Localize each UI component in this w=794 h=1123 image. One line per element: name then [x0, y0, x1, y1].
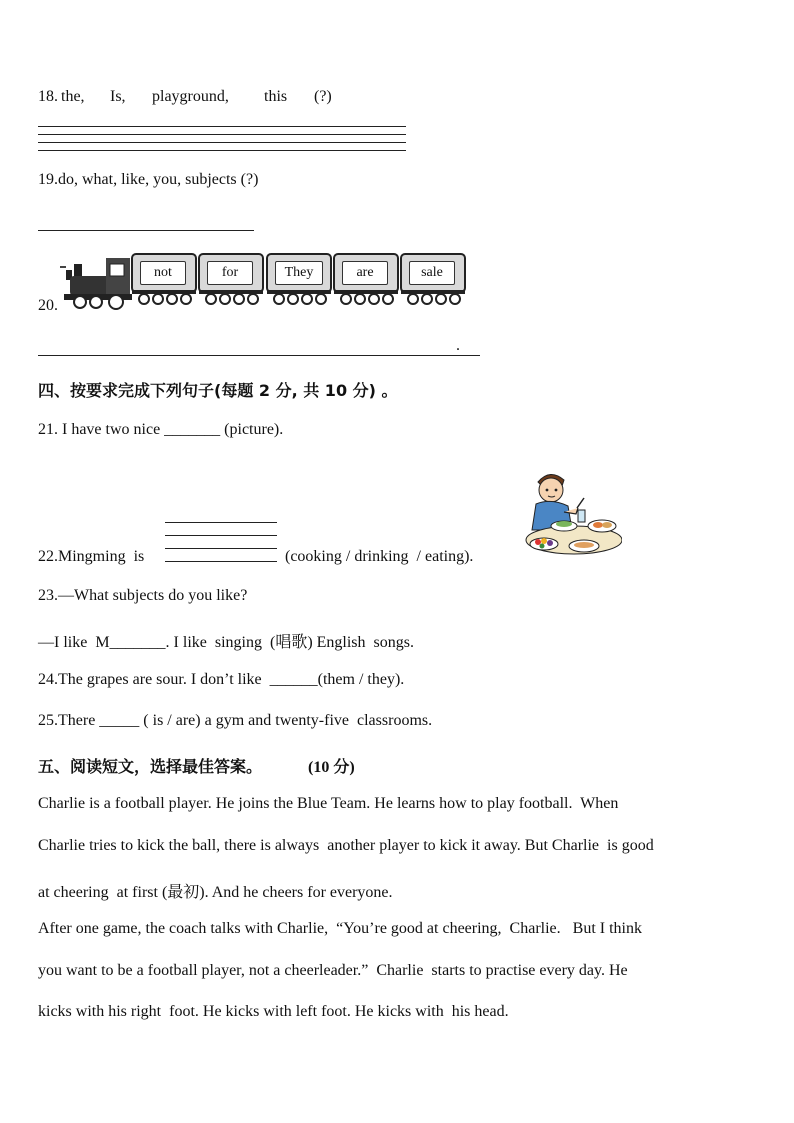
q23-question: 23.—What subjects do you like? [38, 587, 248, 604]
section-4-heading: 四、按要求完成下列句子(每题 2 分, 共 10 分) 。 [38, 381, 398, 400]
train-word-1: not [140, 261, 186, 285]
q19-answer-line[interactable] [38, 230, 254, 231]
passage-line-6: kicks with his right foot. He kicks with left foot. He kicks with his head. [38, 1003, 509, 1020]
passage-line-2: Charlie tries to kick the ball, there is always another player to kick it away. But Charlie is good [38, 837, 654, 854]
q22-answer-line-1[interactable] [165, 522, 277, 523]
passage-line-5: you want to be a football player, not a cheerleader.” Charlie starts to practise every day. He [38, 962, 628, 979]
q18-answer-line-4[interactable] [38, 150, 406, 151]
q18-answer-line-2[interactable] [38, 134, 406, 135]
train-word-5: sale [409, 261, 455, 285]
passage-line-3: at cheering at first (最初). And he cheers for everyone. [38, 884, 393, 901]
train-word-4: are [342, 261, 388, 285]
q18-word-4: this [264, 88, 288, 105]
q18-answer-line-3[interactable] [38, 142, 406, 143]
boy-eating-illustration [514, 468, 622, 560]
q18-word-2: Is, [110, 88, 126, 105]
q19-prompt: 19.do, what, like, you, subjects (?) [38, 171, 259, 188]
q20-answer-line[interactable] [38, 355, 480, 356]
q20-period: . [456, 337, 460, 354]
passage-line-4: After one game, the coach talks with Charlie, “You’re good at cheering, Charlie. But I think [38, 920, 642, 937]
train-word-2: for [207, 261, 253, 285]
q18-number: 18. [38, 88, 58, 105]
train-word-3: They [275, 261, 323, 285]
q20-number: 20. [38, 297, 58, 314]
q24-prompt: 24.The grapes are sour. I don’t like ______(them / they). [38, 671, 405, 688]
passage-line-1: Charlie is a football player. He joins the Blue Team. He learns how to play football. When [38, 795, 619, 812]
q18-word-5: (?) [314, 88, 332, 105]
q23-answer: —I like M_______. I like singing (唱歌) English songs. [38, 634, 414, 651]
q22-options: (cooking / drinking / eating). [285, 548, 474, 565]
section-5-heading: 五、阅读短文，选择最佳答案。 [38, 757, 263, 776]
q18-word-1: the, [61, 88, 85, 105]
q18-word-3: playground, [152, 88, 229, 105]
q25-prompt: 25.There _____ ( is / are) a gym and twenty-five classrooms. [38, 712, 433, 729]
q22-prompt: 22.Mingming is [38, 548, 145, 565]
q22-answer-line-3[interactable] [165, 548, 277, 549]
q22-answer-line-4[interactable] [165, 561, 277, 562]
q22-answer-line-2[interactable] [165, 535, 277, 536]
q21-prompt: 21. I have two nice _______ (picture). [38, 421, 284, 438]
section-5-points: (10 分) [308, 759, 355, 776]
locomotive-icon [60, 258, 132, 309]
q18-answer-line-1[interactable] [38, 126, 406, 127]
